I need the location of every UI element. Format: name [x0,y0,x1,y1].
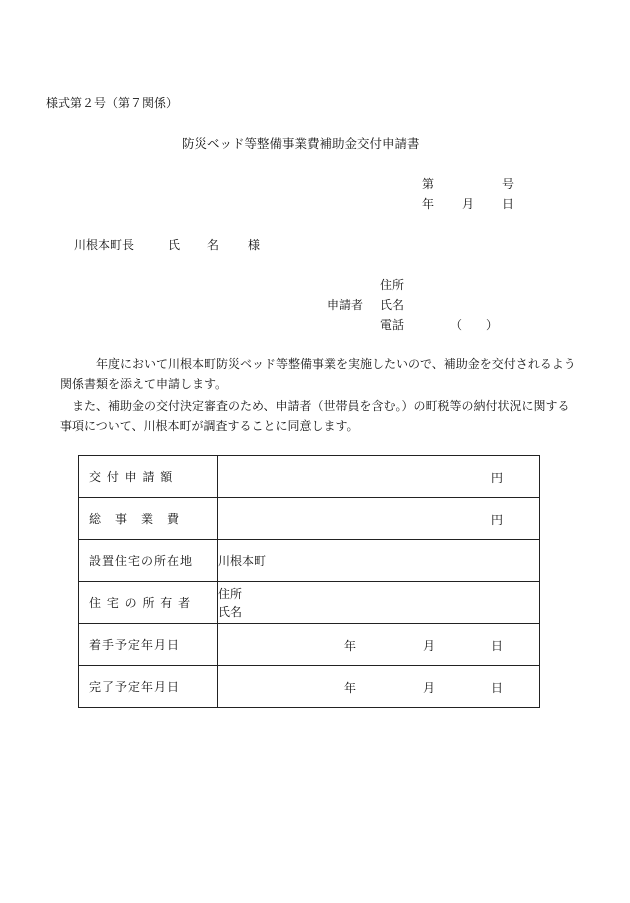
body-paragraph-1: 年度において川根本町防災ベッド等整備事業を実施したいので、補助金を交付されるよう関係書類を添えて申請します。 [60,357,576,391]
row-label: 完了予定年月日 [79,666,218,708]
date-day: 日 [490,639,503,653]
location-field[interactable] [218,540,540,582]
date-year: 年 [344,681,357,695]
date-month: 月 [423,681,436,695]
date-year: 年 [344,639,357,653]
unit-yen: 円 [490,471,503,485]
form-number: 様式第２号（第７関係） [46,96,179,110]
owner-address-label: 住所 [218,586,243,601]
addressee-sama: 様 [248,238,261,252]
addressee-shi: 氏 [168,238,181,252]
date-day: 日 [502,197,515,211]
applicant-phone-parens: （ ） [450,318,499,332]
page-title: 防災ベッド等整備事業費補助金交付申請書 [182,136,420,151]
table-row-start-date [79,624,540,666]
total-cost-field[interactable] [218,498,540,540]
doc-no-go: 号 [502,177,515,191]
owner-name-label: 氏名 [218,604,243,619]
end-date-field[interactable] [218,666,540,708]
applicant-name-label: 氏名 [380,298,405,312]
row-label: 交 付 申 請 額 [79,456,218,498]
addressee-mei: 名 [207,238,220,252]
table-row-total-cost [79,498,540,540]
amount-field[interactable] [218,456,540,498]
date-month: 月 [423,639,436,653]
doc-no-dai: 第 [422,177,435,191]
row-label: 総 事 業 費 [79,498,218,540]
location-value: 川根本町 [218,554,267,568]
table-row-amount [79,456,540,498]
row-label: 着手予定年月日 [79,624,218,666]
addressee-office: 川根本町長 [74,238,135,252]
date-month: 月 [462,197,475,211]
applicant-address-label: 住所 [380,278,405,292]
owner-field[interactable] [218,582,540,624]
row-label: 住 宅 の 所 有 者 [79,582,218,624]
date-day: 日 [490,681,503,695]
table-row-end-date [79,666,540,708]
unit-yen: 円 [490,513,503,527]
applicant-phone-label: 電話 [380,318,405,332]
application-table [78,455,540,708]
applicant-label: 申請者 [327,298,364,312]
row-label: 設置住宅の所在地 [79,540,218,582]
body-paragraph-2: また、補助金の交付決定審査のため、申請者（世帯員を含む。）の町税等の納付状況に関する事項について、川根本町が調査することに同意します。 [60,399,570,433]
start-date-field[interactable] [218,624,540,666]
table-row-location [79,540,540,582]
table-row-owner [79,582,540,624]
date-year: 年 [422,197,435,211]
